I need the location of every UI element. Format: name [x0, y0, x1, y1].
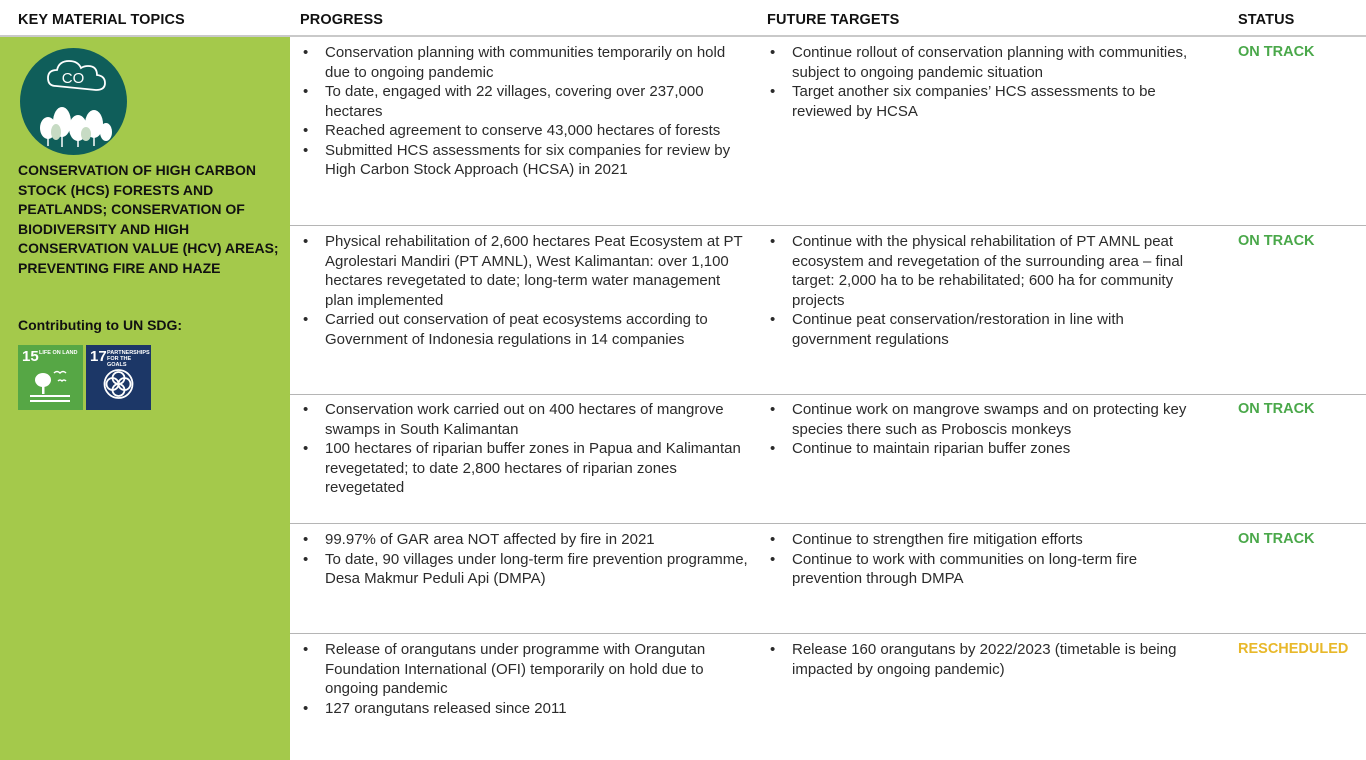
future-targets-list: [768, 530, 1198, 589]
table-header: [0, 0, 1366, 37]
header-future-targets: FUTURE TARGETS: [767, 12, 900, 28]
status-badge: ON TRACK: [1238, 531, 1315, 547]
list-item: • Carried out conservation of peat ecosystems according to Government of Indonesia regulations in 14 companies: [301, 310, 751, 349]
list-item: • Continue work on mangrove swamps and on protecting key species there such as Proboscis monkeys: [768, 400, 1198, 439]
list-item: • Submitted HCS assessments for six companies for review by High Carbon Stock Approach (HCSA) in 2021: [301, 141, 751, 180]
progress-list: [301, 400, 751, 498]
table-row: [290, 395, 1366, 523]
list-item: • Release 160 orangutans by 2022/2023 (timetable is being impacted by ongoing pandemic): [768, 640, 1198, 679]
status-badge: ON TRACK: [1238, 44, 1315, 60]
list-item: • Continue to strengthen fire mitigation efforts: [768, 530, 1198, 550]
progress-list: [301, 43, 751, 180]
future-targets-list: [768, 400, 1198, 459]
table-row: [290, 37, 1366, 225]
table-row: [290, 524, 1366, 633]
list-item: • Release of orangutans under programme with Orangutan Foundation International (OFI) temporarily on hold due to ongoing pandemic: [301, 640, 751, 699]
list-item: • 100 hectares of riparian buffer zones in Papua and Kalimantan revegetated; to date 2,800 hectares of riparian zones revegetated: [301, 439, 751, 498]
list-item: • Continue peat conservation/restoration in line with government regulations: [768, 310, 1198, 349]
progress-list: [301, 530, 751, 589]
progress-list: [301, 232, 751, 349]
progress-list: [301, 640, 751, 718]
contributing-sdg-label: Contributing to UN SDG:: [18, 317, 183, 333]
status-badge: ON TRACK: [1238, 233, 1315, 249]
sdg-15-label: LIFE ON LAND: [39, 350, 78, 356]
table-row: [290, 634, 1366, 760]
list-item: • 99.97% of GAR area NOT affected by fire in 2021: [301, 530, 751, 550]
partnership-rings-icon: [86, 345, 151, 410]
list-item: • 127 orangutans released since 2011: [301, 699, 751, 719]
sdg-17-label: PARTNERSHIPS FOR THE GOALS: [107, 350, 150, 368]
list-item: • Continue to maintain riparian buffer zones: [768, 439, 1198, 459]
future-targets-list: [768, 232, 1198, 349]
tree-birds-icon: [18, 345, 83, 410]
sdg-15-number: 15: [22, 348, 39, 365]
future-targets-list: [768, 640, 1198, 679]
list-item: • To date, 90 villages under long-term fire prevention programme, Desa Makmur Peduli Api (DMPA): [301, 550, 751, 589]
svg-text:CO: CO: [61, 70, 85, 87]
list-item: • Conservation work carried out on 400 hectares of mangrove swamps in South Kalimantan: [301, 400, 751, 439]
topic-panel: [0, 37, 290, 760]
table-row: [290, 226, 1366, 394]
status-badge: RESCHEDULED: [1238, 641, 1349, 657]
list-item: • Reached agreement to conserve 43,000 hectares of forests: [301, 121, 751, 141]
list-item: • Target another six companies’ HCS assessments to be reviewed by HCSA: [768, 82, 1198, 121]
list-item: • Continue to work with communities on long-term fire prevention through DMPA: [768, 550, 1198, 589]
material-topic-title: CONSERVATION OF HIGH CARBON STOCK (HCS) FORESTS AND PEATLANDS; CONSERVATION OF BIODIVERSITY AND HIGH CONSERVATION VALUE (HCV) AREAS; PREVENTING FIRE AND HAZE: [18, 162, 279, 276]
sdg-15-badge: [18, 345, 83, 410]
header-key-material-topics: KEY MATERIAL TOPICS: [18, 12, 185, 28]
header-progress: PROGRESS: [300, 12, 383, 28]
status-badge: ON TRACK: [1238, 401, 1315, 417]
sdg-17-number: 17: [90, 348, 107, 365]
co2-cloud-trees-icon: [20, 48, 127, 155]
list-item: • Continue with the physical rehabilitation of PT AMNL peat ecosystem and revegetation of the surrounding area – final target: 2,000 ha to be rehabilitated; 600 ha for community projects: [768, 232, 1198, 310]
sdg-17-badge: [86, 345, 151, 410]
header-status: STATUS: [1238, 12, 1295, 28]
list-item: • To date, engaged with 22 villages, covering over 237,000 hectares: [301, 82, 751, 121]
future-targets-list: [768, 43, 1198, 121]
list-item: • Physical rehabilitation of 2,600 hectares Peat Ecosystem at PT Agrolestari Mandiri (PT AMNL), West Kalimantan: over 1,100 hectares revegetated to date; long-term water management plan implemented: [301, 232, 751, 310]
list-item: • Conservation planning with communities temporarily on hold due to ongoing pandemic: [301, 43, 751, 82]
list-item: • Continue rollout of conservation planning with communities, subject to ongoing pandemic situation: [768, 43, 1198, 82]
